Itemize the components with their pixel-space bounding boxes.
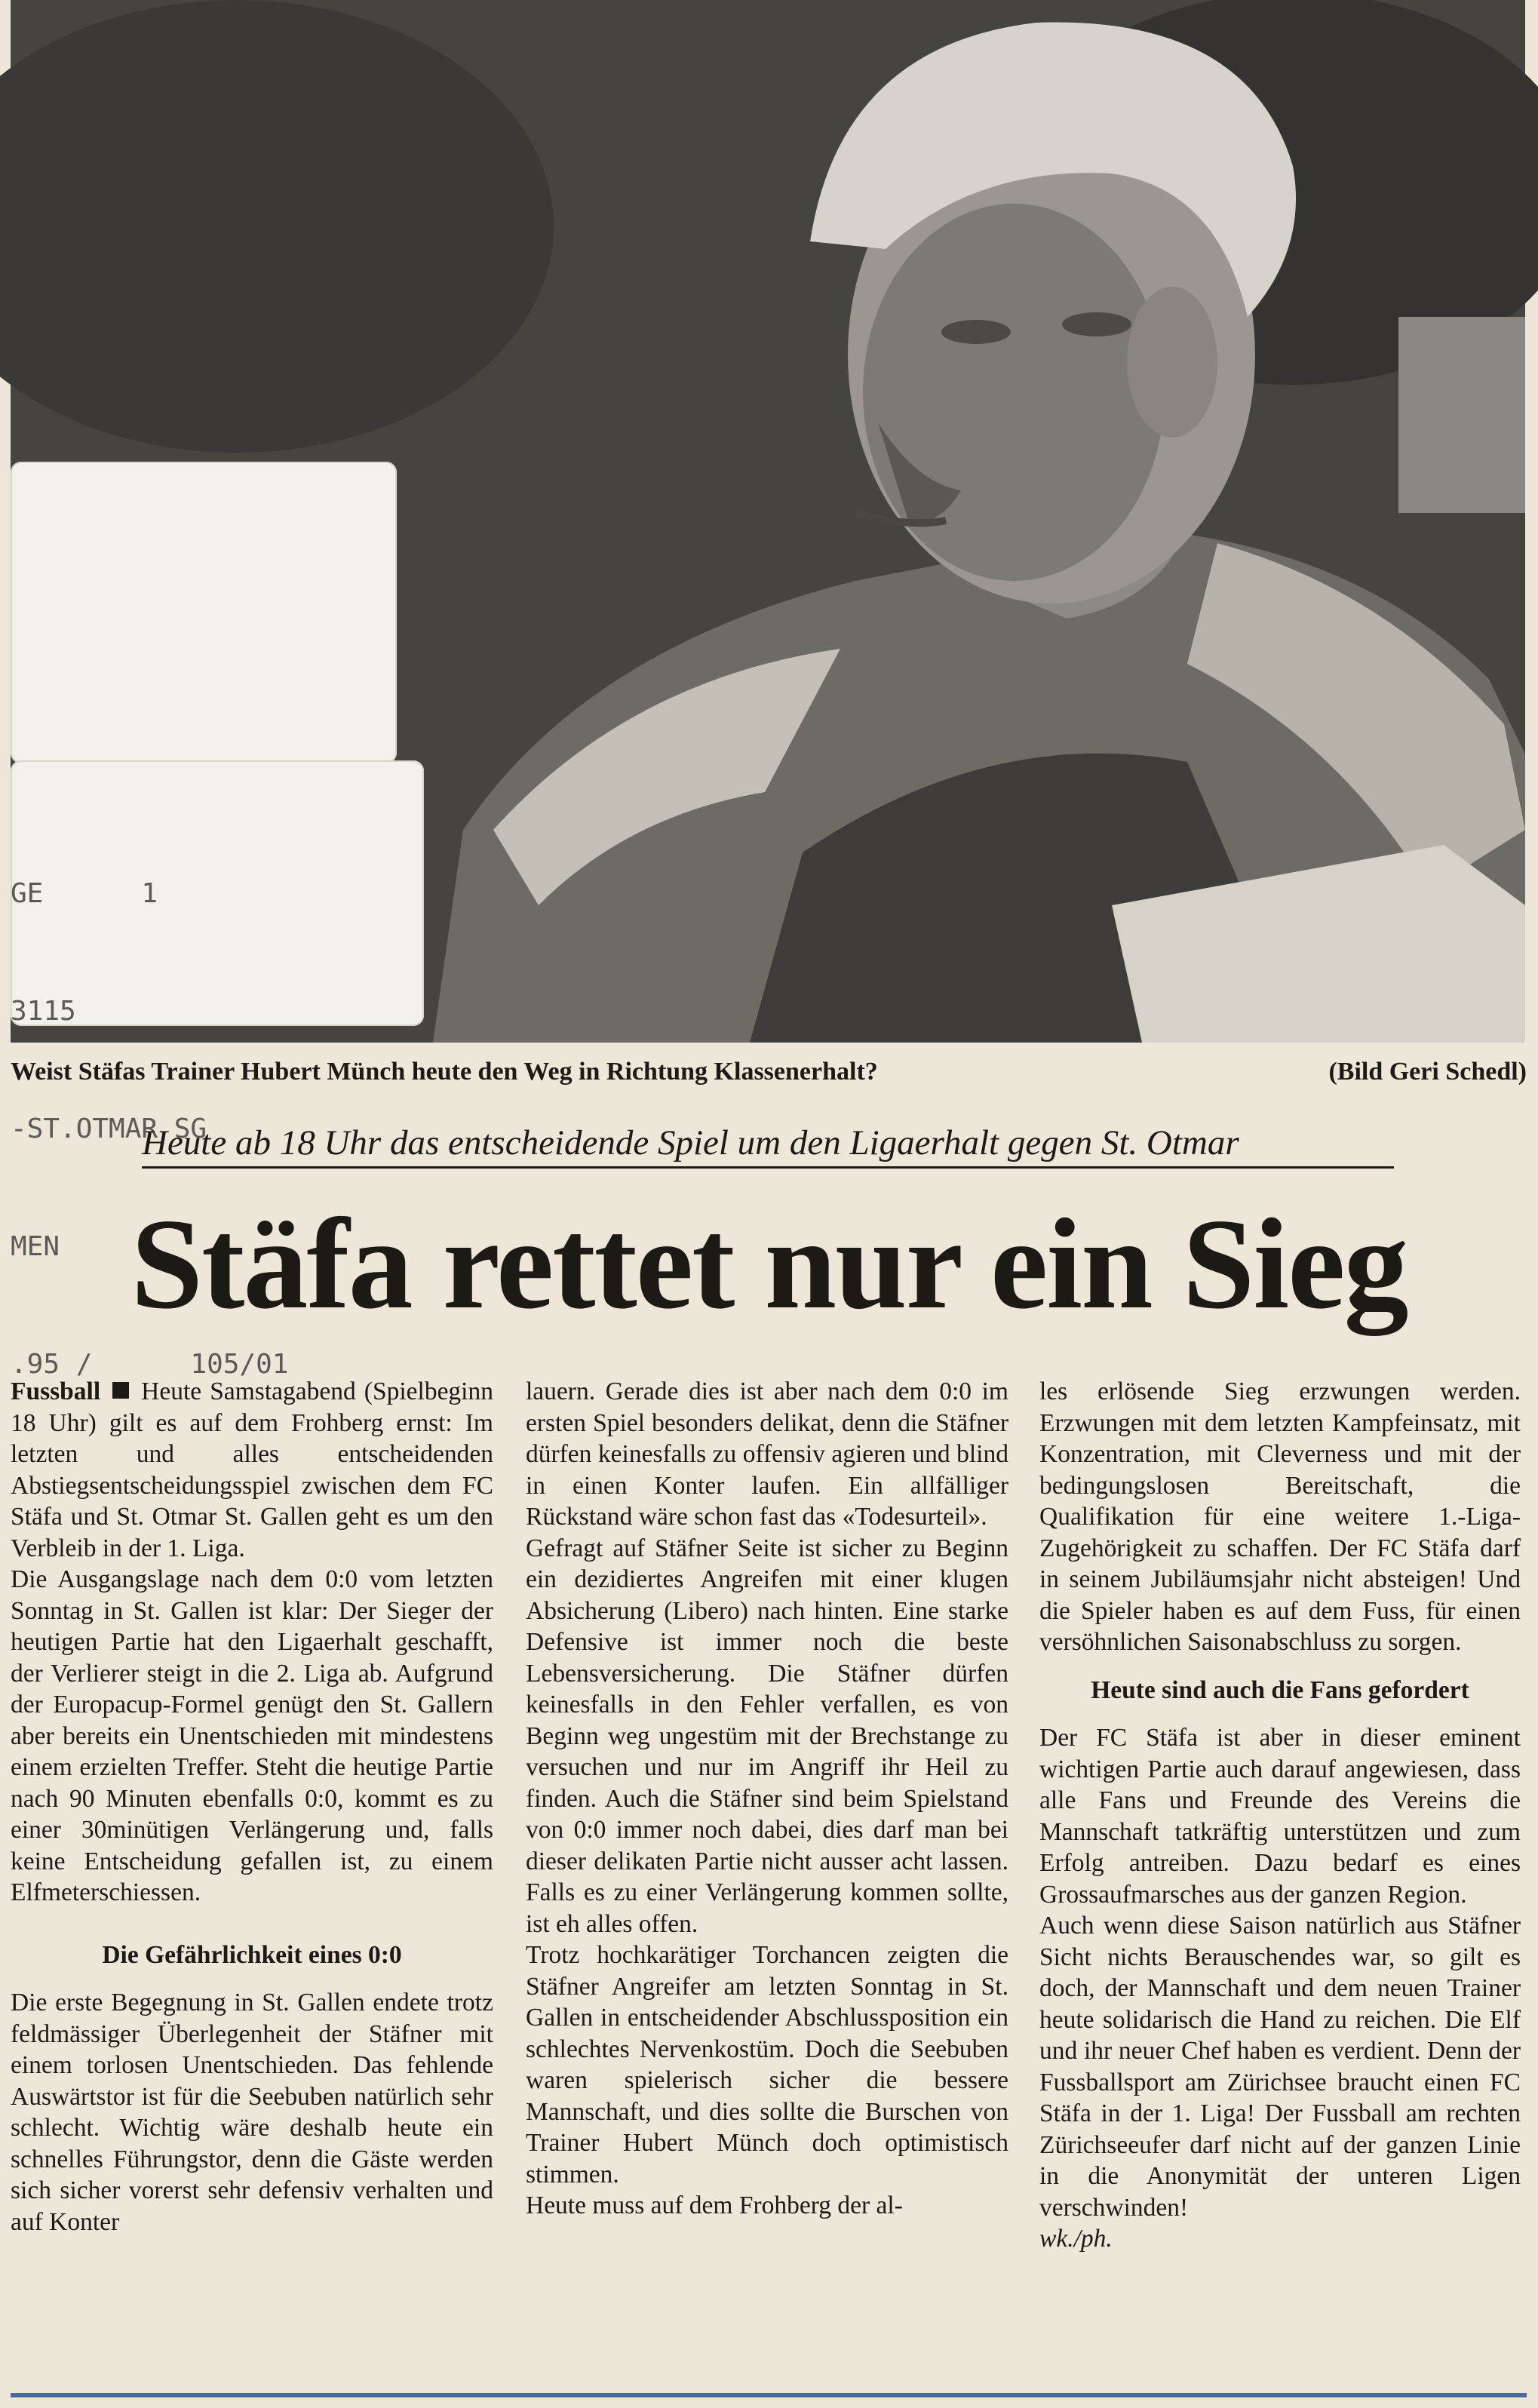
paper-label-upper: [11, 462, 397, 763]
article-column-1: [11, 1376, 493, 2238]
paragraph: lauern. Gerade dies ist aber nach dem 0:0 im ersten Spiel besonders delikat, denn die Stäfner dürfen keinesfalls zu offensiv agieren und blind in einen Konter laufen. Ein allfälliger Rückstand wäre schon fast das «Todesurteil».: [526, 1378, 1008, 1531]
paragraph: Die erste Begegnung in St. Gallen endete trotz feldmässiger Überlegenheit der Stäfner mit einem torlosen Unentschieden. Das fehlende Auswärtstor ist für die Seebuben natürlich sehr schlecht. Wichtig wäre deshalb heute ein schnelles Führungstor, denn die Gäste werden sich sicher vorerst sehr defensiv verhalten und auf Konter: [11, 1989, 493, 2236]
paragraph-text: Heute Samstagabend (Spielbeginn 18 Uhr) gilt es auf dem Frohberg ernst: Im letzten und alles entscheidenden Abstiegsentscheidungsspiel zwischen dem FC Stäfa und St. Otmar St. Gallen geht es um den Verbleib in der 1. Liga.: [11, 1378, 493, 1562]
section-label: Fussball: [11, 1378, 101, 1405]
square-bullet-icon: [112, 1382, 129, 1399]
label-line: GE 1: [11, 878, 158, 909]
article-column-3: [1039, 1376, 1521, 2255]
label-line: .95 / 105/01: [11, 1349, 289, 1380]
article-column-2: [526, 1376, 1008, 2222]
paragraph: Die Ausgangslage nach dem 0:0 vom letzten Sonntag in St. Gallen ist klar: Der Sieger der heutigen Partie hat den Ligaerhalt geschafft, der Verlierer steigt in die 2. Liga ab. Aufgrund der Europacup-Formel genügt den St. Gallern aber bereits ein Unentschieden mit mindestens einem erzielten Treffer. Steht die heutige Partie nach 90 Minuten ebenfalls 0:0, kommt es zu einer 30minütigen Verlängerung und, falls keine Entscheidung gefallen ist, zu einem Elfmeterschiessen.: [11, 1565, 493, 1906]
paragraph: les erlösende Sieg erzwungen werden. Erzwungen mit dem letzten Kampfeinsatz, mit Konzentration, mit Cleverness und mit der bedingungslosen Bereitschaft, die Qualifikation für eine weitere 1.-Liga-Zugehörigkeit zu schaffen. Der FC Stäfa darf in seinem Jubiläumsjahr nicht absteigen! Und die Spieler haben es auf dem Fuss, für einen versöhnlichen Saisonabschluss zu sorgen.: [1039, 1378, 1521, 1656]
kicker: Heute ab 18 Uhr das entscheidende Spiel um den Ligaerhalt gegen St. Otmar: [142, 1123, 1394, 1169]
photo-credit: (Bild Geri Schedl): [1328, 1058, 1527, 1086]
headline: Stäfa rettet nur ein Sieg: [130, 1193, 1408, 1336]
subheading: Die Gefährlichkeit eines 0:0: [102, 1940, 402, 1969]
paragraph: Auch wenn diese Saison natürlich aus Stäfner Sicht nichts Berauschendes war, so gilt es doch, der Mannschaft und dem neuen Trainer heute solidarisch die Hand zu reichen. Die Elf und ihr neuer Chef haben es verdient. Denn der Fussballsport am Zürichsee braucht einen FC Stäfa in der 1. Liga! Der Fussball am rechten Zürichseeufer darf nicht auf der ganzen Linie in die Anonymität der unteren Ligen verschwinden!: [1039, 1912, 1521, 2222]
bottom-rule: [11, 2393, 1527, 2397]
label-line: 3115: [11, 996, 76, 1027]
lead-paragraph: [11, 1376, 493, 1564]
label-line: MEN: [11, 1231, 60, 1262]
subheading: Heute sind auch die Fans gefordert: [1091, 1675, 1469, 1704]
caption-text: Weist Stäfas Trainer Hubert Münch heute den Weg in Richtung Klassenerhalt?: [11, 1058, 878, 1086]
label-line: -ST.OTMAR SG: [11, 1113, 207, 1144]
photo-caption: [11, 1058, 1527, 1086]
paragraph: Heute muss auf dem Frohberg der al-: [526, 2191, 903, 2219]
author-signature: wk./ph.: [1039, 2225, 1113, 2253]
paragraph: Der FC Stäfa ist aber in dieser eminent wichtigen Partie auch darauf angewiesen, dass alle Fans und Freunde des Vereins die Mannschaft tatkräftig unterstützen und zum Erfolg antreiben. Dazu bedarf es eines Grossaufmarsches aus der ganzen Region.: [1039, 1724, 1521, 1909]
paragraph: Gefragt auf Stäfner Seite ist sicher zu Beginn ein dezidiertes Angreifen mit einer klugen Absicherung (Libero) nach hinten. Eine starke Defensive ist immer noch die beste Lebensversicherung. Die Stäfner dürfen keinesfalls in den Fehler verfallen, es von Beginn weg ungestüm mit der Brechstange zu versuchen und nur im Angriff ihr Heil zu finden. Auch die Stäfner sind beim Spielstand von 0:0 immer noch dabei, dies darf man bei dieser delikaten Partie nicht ausser acht lassen. Falls es zu einer Verlängerung kommen sollte, ist eh alles offen.: [526, 1534, 1008, 1938]
paragraph: Trotz hochkarätiger Torchancen zeigten die Stäfner Angreifer am letzten Sonntag in St. Gallen in entscheidender Abschlussposition ein schlechtes Nervenkostüm. Doch die Seebuben waren spielerisch sicher die bessere Mannschaft, und dies sollte die Burschen von Trainer Hubert Münch doch optimistisch stimmen.: [526, 1941, 1008, 2188]
